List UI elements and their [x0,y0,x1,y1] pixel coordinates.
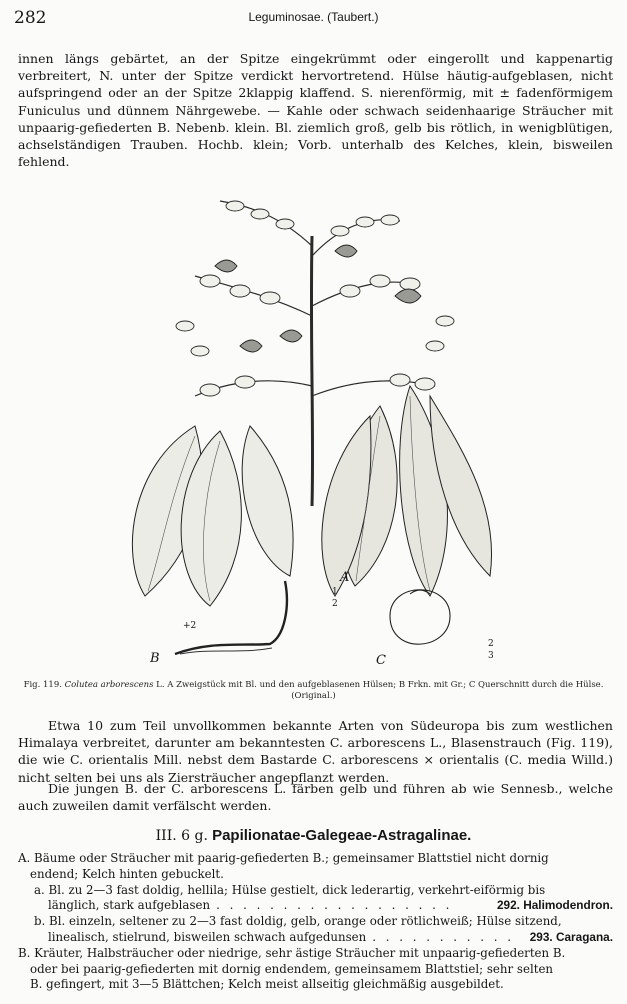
colutea-illustration [100,176,540,676]
caption-author: L. [156,680,165,690]
intro-paragraph: innen längs gebärtet, an der Spitze eingekrümmt oder eingerollt und kappenartig verbreitert, N. unter der Spitze verdickt hervortretend. Hülse häutig-aufgeblasen, nicht aufspringend oder an der Spitze 2klappig klaffend. S. nierenförmig, mit ± fadenförmigem Funiculus und dünnem Nährgewebe. — Kahle oder schwach seidenhaarige Sträucher mit unpaarig-gefiederten B. Nebenb. klein. Bl. ziemlich groß, gelb bis rötlich, in wenigblütigen, achselständigen Trauben. Hochb. klein; Vorb. unterhalb des Kelches, klein, bisweilen fehlend. [18,51,613,170]
running-title: Leguminosae. (Taubert.) [248,10,379,24]
section-title: Papilionatae-Galegeae-Astragalinae. [212,827,472,844]
label-a-scale-den: 2 [332,599,338,609]
label-b: B [150,651,160,666]
section-heading [0,827,627,844]
key-b-genus: 293. Caragana. [529,929,613,944]
key-b-dots: . . . . . . . . . . . [372,929,515,944]
key-A-line2: endend; Kelch hinten gebuckelt. [30,866,224,881]
label-a-scale-num: 1 [332,587,338,597]
key-b-line1: b. Bl. einzeln, seltener zu 2—3 fast doldig, gelb, orange oder rötlichweiß; Hülse sitzend, [34,914,562,929]
figure-caption [14,680,613,702]
key-b-line2-row [18,930,613,946]
key-B-line1: B. Kräuter, Halbsträucher oder niedrige, sehr ästige Sträucher mit unpaarig-gefiederten B. [18,945,566,960]
label-b-scale: +2 [183,621,197,631]
page-header [14,8,613,30]
page-number: 282 [14,8,47,28]
key-a-line1: a. Bl. zu 2—3 fast doldig, hellila; Hülse gestielt, dick lederartig, verkehrt-eiförmig bis [34,882,546,897]
key-A-line1: A. Bäume oder Sträucher mit paarig-gefiederten B.; gemeinsamer Blattstiel nicht dornig [18,851,549,865]
paragraph-uses: Die jungen B. der C. arborescens L. färben gelb und führen ab wie Sennesb., welche auch zuweilen damit verfälscht werden. [18,781,613,814]
section-prefix: III. 6 g. [155,828,208,844]
key-B-line2: oder bei paarig-gefiederten mit dornig endendem, gemeinsamem Blattstiel; sehr selten [30,961,554,976]
caption-text: A Zweigstück mit Bl. und den aufgeblasenen Hülsen; B Frkn. mit Gr.; C Querschnitt durch die Hülse. (Original.) [167,680,604,701]
key-B-line3: B. gefingert, mit 3—5 Blättchen; Kelch meist allseitig gleichmäßig ausgebildet. [30,977,504,992]
key-a-genus: 292. Halimodendron. [496,898,613,913]
label-c: C [376,653,386,668]
key-a-dots: . . . . . . . . . . . . . . . . . . [216,898,453,913]
paragraph-species-count: Etwa 10 zum Teil unvollkommen bekannte Arten von Südeuropa bis zum westlichen Himalaya verbreitet, darunter am bekanntesten C. arborescens L., Blasenstrauch (Fig. 119), die wie C. orientalis Mill. nebst dem Bastarde C. arborescens × orientalis (C. media Willd.) nicht selten bei uns als Ziersträucher angepflanzt werden. [18,718,613,785]
caption-species: Colutea arborescens [64,680,154,690]
identification-key [18,851,613,993]
key-a-line2: länglich, stark aufgeblasen [48,898,211,913]
label-c-scale-num: 2 [488,639,494,649]
label-c-scale-den: 3 [488,651,494,661]
caption-fig: Fig. 119. [23,680,62,690]
label-a: A [340,570,350,585]
key-b-line2: linealisch, stielrund, bisweilen schwach aufgedunsen [48,929,367,944]
key-a-line2-row [18,898,613,914]
